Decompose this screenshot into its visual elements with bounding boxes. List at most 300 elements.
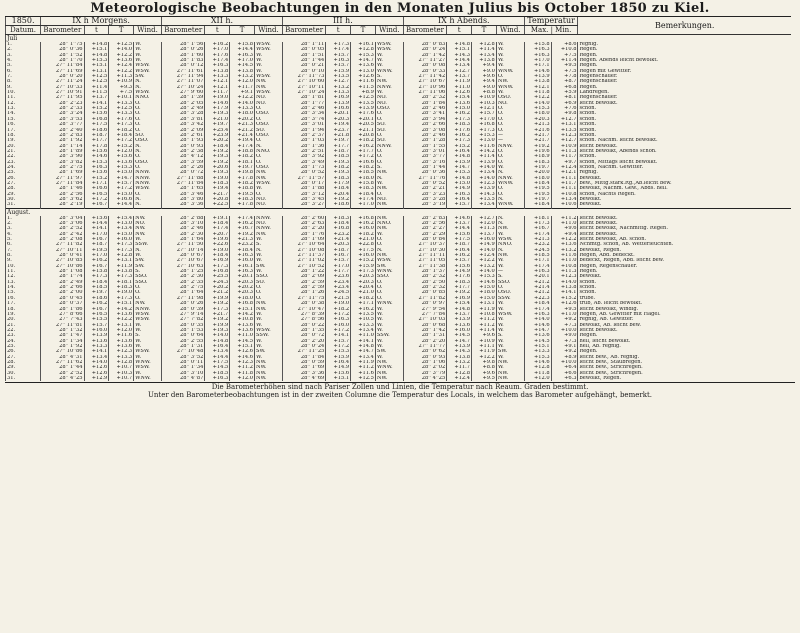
- barometer-cell: 28'' 2''59: [282, 280, 325, 285]
- T-cell: +20.2: [230, 117, 255, 122]
- t-cell: +14.1: [84, 349, 109, 354]
- wind-cell: O.: [496, 128, 524, 133]
- wind-cell: WSW.: [375, 42, 403, 47]
- remark-cell: schön, Nachts Regen.: [578, 192, 791, 197]
- t-cell: +19.7: [205, 122, 230, 127]
- wind-cell: W.: [255, 339, 283, 344]
- T-cell: +16.8: [351, 216, 376, 221]
- barometer-cell: 27'' 11''11: [403, 253, 446, 258]
- barometer-cell: 27'' 11''07: [162, 79, 205, 84]
- t-cell: +13.9: [447, 317, 472, 322]
- remark-cell: Landregen.: [578, 90, 791, 95]
- temp-min-cell: +11.2: [551, 216, 578, 221]
- wind-cell: W.: [255, 317, 283, 322]
- wind-cell: SW.: [134, 264, 162, 269]
- barometer-cell: 28'' 2''20: [403, 339, 446, 344]
- T-cell: +13.5: [351, 312, 376, 317]
- remark-cell: Regen.: [578, 53, 791, 58]
- barometer-cell: 27'' 11''82: [403, 296, 446, 301]
- wind-cell: O.: [255, 296, 283, 301]
- t-cell: +16.4: [205, 344, 230, 349]
- wind-cell: O.: [134, 192, 162, 197]
- wind-cell: SW.: [134, 258, 162, 263]
- temp-max-cell: +13.6: [524, 333, 551, 338]
- t-cell: +16.0: [84, 328, 109, 333]
- month-label: August.: [6, 208, 792, 216]
- t-cell: +18.5: [84, 285, 109, 290]
- wind-cell: NW.: [375, 376, 403, 381]
- T-cell: +20.3: [230, 290, 255, 295]
- wind-cell: NW.: [496, 226, 524, 231]
- T-cell: +17.0: [351, 202, 376, 208]
- T-cell: +11.2: [472, 317, 497, 322]
- T-cell: +14.0: [472, 165, 497, 170]
- page-title: Meteorologische Beobachtungen in den Monaten Julius bis October 1850 zu Kiel.: [90, 2, 710, 16]
- T-cell: +18.8: [230, 186, 255, 191]
- T-cell: +20.5: [351, 122, 376, 127]
- barometer-cell: 28'' 2''75: [162, 285, 205, 290]
- t-cell: +18.6: [84, 128, 109, 133]
- temp-max-cell: +23.2: [524, 242, 551, 247]
- wind-cell: O.: [375, 290, 403, 295]
- barometer-cell: 28'' 2''88: [162, 216, 205, 221]
- barometer-cell: 27'' 11''57: [282, 176, 325, 181]
- t-cell: +14.4: [447, 226, 472, 231]
- T-cell: +12.2: [472, 355, 497, 360]
- wind-cell: S.: [375, 74, 403, 79]
- t-cell: +16.2: [447, 111, 472, 116]
- T-cell: +18.0: [230, 296, 255, 301]
- wind-cell: N.: [134, 248, 162, 253]
- T-cell: +17.1: [351, 301, 376, 306]
- barometer-cell: 28'' 4''12: [162, 154, 205, 159]
- barometer-cell: 28'' 1''11: [282, 42, 325, 47]
- t-cell: +19.3: [205, 111, 230, 116]
- temp-min-cell: +10.0: [551, 328, 578, 333]
- t-cell: +19.6: [205, 237, 230, 242]
- barometer-cell: 28'' 2''83: [403, 216, 446, 221]
- wind-cell: W.: [496, 301, 524, 306]
- temp-max-cell: +15.3: [524, 355, 551, 360]
- day-cell: 2.: [6, 47, 41, 52]
- barometer-cell: 28'' 1''81: [282, 95, 325, 100]
- temp-max-cell: +14.0: [524, 101, 551, 106]
- t-cell: +13.9: [84, 333, 109, 338]
- T-cell: +18.1: [109, 280, 134, 285]
- day-cell: 29.: [6, 365, 41, 370]
- t-cell: +15.5: [84, 317, 109, 322]
- temp-max-cell: +18.3: [524, 160, 551, 165]
- T-cell: +13.7: [472, 232, 497, 237]
- day-cell: 8.: [6, 79, 41, 84]
- barometer-cell: 28'' 0''26: [162, 301, 205, 306]
- wind-cell: W.: [255, 344, 283, 349]
- t-cell: +13.4: [205, 349, 230, 354]
- temp-min-cell: +11.0: [551, 258, 578, 263]
- temp-max-cell: +16.3: [524, 269, 551, 274]
- wind-cell: W.: [134, 237, 162, 242]
- t-cell: +13.1: [84, 69, 109, 74]
- wind-cell: W.: [375, 339, 403, 344]
- wind-cell: W.: [496, 328, 524, 333]
- t-cell: +18.3: [447, 280, 472, 285]
- t-cell: +14.4: [84, 221, 109, 226]
- barometer-cell: 28'' 2''09: [282, 274, 325, 279]
- day-cell: 4.: [6, 58, 41, 63]
- temp-min-cell: +9.6: [551, 226, 578, 231]
- wind-cell: WNW.: [375, 301, 403, 306]
- T-cell: +9.8: [472, 360, 497, 365]
- t-cell: +21.2: [205, 290, 230, 295]
- temp-max-cell: +20.0: [524, 170, 551, 175]
- T-cell: +16.8: [472, 122, 497, 127]
- barometer-cell: 28'' 0''39: [162, 307, 205, 312]
- t-cell: +15.1: [84, 63, 109, 68]
- t-cell: +15.3: [447, 170, 472, 175]
- barometer-cell: 28'' 3''53: [41, 117, 84, 122]
- temp-max-cell: +21.4: [524, 285, 551, 290]
- temp-max-cell: +12.0: [524, 376, 551, 381]
- T-cell: +10.7: [109, 376, 134, 381]
- T-cell: +14.9: [472, 242, 497, 247]
- temp-max-cell: +18.0: [524, 111, 551, 116]
- remark-cell: bewölkt.: [578, 202, 791, 208]
- barometer-cell: 27'' 10''11: [41, 248, 84, 253]
- remark-cell: leicht bew., Ab. regnig.: [578, 355, 791, 360]
- temp-max-cell: +19.5: [524, 192, 551, 197]
- t-cell: +23.4: [326, 280, 351, 285]
- barometer-cell: 27'' 10''64: [282, 242, 325, 247]
- wind-cell: N.: [134, 197, 162, 202]
- wind-cell: W.: [134, 53, 162, 58]
- t-cell: +12.1: [205, 79, 230, 84]
- wind-cell: O.: [375, 242, 403, 247]
- wind-cell: NW.: [375, 170, 403, 175]
- t-cell: +19.7: [84, 290, 109, 295]
- T-cell: +20.1: [230, 274, 255, 279]
- T-cell: +13.2: [472, 264, 497, 269]
- T-cell: +15.1: [109, 301, 134, 306]
- wind-cell: NW.: [255, 79, 283, 84]
- t-cell: +15.9: [326, 69, 351, 74]
- temp-min-cell: +6.4: [551, 365, 578, 370]
- barometer-cell: 28'' 1''69: [41, 170, 84, 175]
- temp-min-cell: +13.4: [551, 197, 578, 202]
- barometer-cell: 27'' 10''14: [162, 248, 205, 253]
- wind-cell: NNW.: [134, 181, 162, 186]
- wind-cell: SSW.: [255, 333, 283, 338]
- wind-cell: WSW.: [134, 317, 162, 322]
- t-cell: +16.0: [326, 323, 351, 328]
- t-cell: +17.0: [84, 232, 109, 237]
- remark-cell: Regen.: [578, 349, 791, 354]
- remark-cell: bewölkt.: [578, 176, 791, 181]
- T-cell: +20.2: [230, 285, 255, 290]
- t-cell: +16.8: [326, 226, 351, 231]
- t-cell: +13.8: [447, 355, 472, 360]
- barometer-cell: 28'' 3''06: [41, 221, 84, 226]
- t-cell: +23.6: [326, 274, 351, 279]
- wind-cell: W.: [134, 371, 162, 376]
- remark-cell: leicht bewölkt, Abends schön.: [578, 149, 791, 154]
- wind-cell: NNO.: [255, 149, 283, 154]
- barometer-cell: 27'' 10''33: [41, 85, 84, 90]
- temp-max-cell: +18.4: [524, 301, 551, 306]
- wind-cell: O.: [375, 117, 403, 122]
- wind-cell: OSO.: [255, 122, 283, 127]
- t-cell: +16.3: [326, 317, 351, 322]
- T-cell: +15.7: [109, 181, 134, 186]
- remark-cell: Regen.: [578, 333, 791, 338]
- T-cell: +12.7: [472, 216, 497, 221]
- T-cell: +13.5: [351, 101, 376, 106]
- remark-cell: bewölkt, Regen.: [578, 248, 791, 253]
- t-cell: +16.2: [84, 258, 109, 263]
- day-cell: 8.: [6, 253, 41, 258]
- T-cell: +17.4: [351, 197, 376, 202]
- T-cell: +13.6: [109, 312, 134, 317]
- T-cell: +13.8: [472, 58, 497, 63]
- T-cell: +13.8: [230, 69, 255, 74]
- t-cell: +13.6: [447, 101, 472, 106]
- wind-cell: SSW.: [134, 242, 162, 247]
- wind-cell: NO.: [496, 101, 524, 106]
- temp-max-cell: +16.3: [524, 53, 551, 58]
- T-cell: +14.4: [109, 202, 134, 208]
- t-cell: +18.6: [326, 202, 351, 208]
- T-cell: +15.0: [109, 170, 134, 175]
- T-cell: +14.1: [351, 339, 376, 344]
- T-cell: +13.6: [109, 344, 134, 349]
- T-cell: +11.7: [230, 85, 255, 90]
- barometer-cell: 28'' 3''36: [162, 202, 205, 208]
- wind-cell: W.: [134, 253, 162, 258]
- remark-cell: bewölkt.: [578, 274, 791, 279]
- t-cell: +25.4: [205, 128, 230, 133]
- wind-cell: W.: [375, 323, 403, 328]
- t-cell: +13.9: [326, 101, 351, 106]
- T-cell: +17.8: [230, 202, 255, 208]
- wind-cell: W.: [496, 58, 524, 63]
- wind-cell: W.: [375, 307, 403, 312]
- t-cell: +17.7: [326, 144, 351, 149]
- day-cell: 24.: [6, 165, 41, 170]
- T-cell: +16.1: [351, 42, 376, 47]
- T-cell: +10.9: [109, 79, 134, 84]
- day-cell: 11.: [6, 95, 41, 100]
- T-cell: +16.2: [230, 221, 255, 226]
- day-cell: 4.: [6, 232, 41, 237]
- t-cell: +13.4: [84, 355, 109, 360]
- t-cell: +20.2: [205, 285, 230, 290]
- remark-cell: schön.: [578, 280, 791, 285]
- wind-cell: SSO.: [496, 280, 524, 285]
- t-cell: +19.0: [326, 301, 351, 306]
- t-cell: +12.5: [84, 74, 109, 79]
- T-cell: +13.4: [472, 53, 497, 58]
- barometer-cell: 28'' 2''08: [41, 237, 84, 242]
- col-wind: Wind.: [134, 26, 162, 35]
- T-cell: +11.2: [472, 323, 497, 328]
- day-cell: 18.: [6, 133, 41, 138]
- barometer-cell: 28'' 1''44: [403, 165, 446, 170]
- temp-max-cell: +21.7: [524, 133, 551, 138]
- T-cell: +13.2: [230, 74, 255, 79]
- temp-max-cell: +21.6: [524, 128, 551, 133]
- T-cell: +14.6: [230, 355, 255, 360]
- t-cell: +18.4: [326, 186, 351, 191]
- T-cell: +12.2: [109, 53, 134, 58]
- barometer-cell: 28'' 4''69: [282, 376, 325, 381]
- t-cell: +17.5: [447, 237, 472, 242]
- T-cell: +13.4: [109, 226, 134, 231]
- barometer-cell: 28'' 0''45: [41, 296, 84, 301]
- t-cell: +21.0: [205, 117, 230, 122]
- wind-cell: S.: [134, 269, 162, 274]
- barometer-cell: 28'' 1''26: [282, 290, 325, 295]
- barometer-cell: 27'' 11''88: [162, 176, 205, 181]
- T-cell: +12.2: [472, 258, 497, 263]
- t-cell: +15.7: [84, 323, 109, 328]
- barometer-cell: 28'' 4''25: [403, 376, 446, 381]
- remark-cell: Regenschauer.: [578, 95, 791, 100]
- T-cell: +16.3: [230, 53, 255, 58]
- wind-cell: WSW.: [134, 365, 162, 370]
- barometer-cell: 28'' 3''82: [41, 160, 84, 165]
- T-cell: +9.3: [109, 85, 134, 90]
- temp-min-cell: +8.6: [551, 42, 578, 47]
- barometer-cell: 27'' 10''03: [403, 317, 446, 322]
- T-cell: +14.0: [230, 101, 255, 106]
- T-cell: +13.0: [472, 138, 497, 143]
- t-cell: +21.4: [326, 237, 351, 242]
- temp-min-cell: +10.8: [551, 192, 578, 197]
- remark-cell: Regen, Abd. bedeckt.: [578, 253, 791, 258]
- temp-max-cell: +16.3: [524, 312, 551, 317]
- wind-cell: W.: [255, 186, 283, 191]
- T-cell: +22.8: [351, 242, 376, 247]
- barometer-cell: 28'' 0''21: [282, 63, 325, 68]
- day-cell: 29.: [6, 192, 41, 197]
- T-cell: +15.6: [109, 154, 134, 159]
- barometer-cell: 28'' 4''31: [41, 355, 84, 360]
- t-cell: +19.9: [205, 296, 230, 301]
- T-cell: +18.4: [109, 133, 134, 138]
- t-cell: +12.4: [447, 376, 472, 381]
- barometer-cell: 28'' 0''93: [403, 355, 446, 360]
- temp-max-cell: +14.6: [524, 69, 551, 74]
- col-T: T: [230, 26, 255, 35]
- barometer-cell: 28'' 0''83: [403, 42, 446, 47]
- barometer-cell: 28'' 2''55: [162, 339, 205, 344]
- T-cell: +16.6: [109, 197, 134, 202]
- t-cell: +15.2: [84, 176, 109, 181]
- barometer-cell: 28'' 2''40: [41, 128, 84, 133]
- wind-cell: NNW.: [134, 176, 162, 181]
- barometer-cell: 28'' 2''37: [282, 133, 325, 138]
- wind-cell: WNW.: [134, 360, 162, 365]
- day-cell: 14.: [6, 285, 41, 290]
- t-cell: +17.6: [447, 128, 472, 133]
- temp-max-cell: +20.1: [524, 274, 551, 279]
- wind-cell: OSO.: [134, 160, 162, 165]
- temp-max-cell: +13.3: [524, 349, 551, 354]
- T-cell: +14.2: [109, 307, 134, 312]
- t-cell: +17.0: [84, 253, 109, 258]
- day-cell: 2.: [6, 221, 41, 226]
- T-cell: +18.3: [109, 285, 134, 290]
- day-cell: 6.: [6, 69, 41, 74]
- barometer-cell: 28'' 2''66: [403, 122, 446, 127]
- barometer-cell: 28'' 3''90: [41, 154, 84, 159]
- barometer-cell: 28'' 3''62: [41, 197, 84, 202]
- t-cell: +16.3: [205, 376, 230, 381]
- temp-max-cell: +22.3: [524, 296, 551, 301]
- barometer-cell: 27'' 11''84: [41, 181, 84, 186]
- wind-cell: W.: [496, 165, 524, 170]
- wind-cell: NW.: [255, 371, 283, 376]
- table-row: [6, 376, 792, 381]
- t-cell: +14.0: [84, 360, 109, 365]
- wind-cell: O.: [496, 111, 524, 116]
- wind-cell: —: [496, 133, 524, 138]
- t-cell: +18.4: [84, 280, 109, 285]
- T-cell: +20.3: [230, 280, 255, 285]
- T-cell: +15.0: [109, 192, 134, 197]
- T-cell: +13.6: [230, 323, 255, 328]
- T-cell: +13.1: [472, 301, 497, 306]
- T-cell: +8.8: [472, 365, 497, 370]
- t-cell: +17.2: [326, 344, 351, 349]
- barometer-cell: 28'' 0''24: [282, 344, 325, 349]
- wind-cell: N.: [496, 248, 524, 253]
- T-cell: +16.7: [230, 226, 255, 231]
- t-cell: +17.6: [447, 274, 472, 279]
- wind-cell: NW.: [375, 253, 403, 258]
- barometer-cell: 28'' 3''49: [282, 160, 325, 165]
- T-cell: +11.3: [109, 74, 134, 79]
- barometer-cell: 27'' 9''14: [162, 312, 205, 317]
- T-cell: +21.3: [230, 122, 255, 127]
- col-max-min: Max. | Min.: [524, 26, 578, 35]
- T-cell: +10.8: [472, 312, 497, 317]
- wind-cell: O.: [134, 101, 162, 106]
- day-cell: 11.: [6, 269, 41, 274]
- wind-cell: NW.: [134, 301, 162, 306]
- temp-min-cell: +10.8: [551, 264, 578, 269]
- wind-cell: WSW.: [255, 47, 283, 52]
- T-cell: +10.9: [472, 95, 497, 100]
- barometer-cell: 28'' 2''42: [41, 232, 84, 237]
- barometer-cell: 28'' 1''89: [41, 149, 84, 154]
- T-cell: +17.2: [351, 154, 376, 159]
- temp-max-cell: +24.5: [524, 248, 551, 253]
- T-cell: +17.3: [472, 128, 497, 133]
- temp-min-cell: +9.0: [551, 333, 578, 338]
- T-cell: +12.0: [472, 221, 497, 226]
- barometer-cell: 28'' 2''46: [403, 133, 446, 138]
- T-cell: +13.3: [109, 111, 134, 116]
- T-cell: +18.0: [230, 111, 255, 116]
- wind-cell: SSO.: [134, 274, 162, 279]
- temp-max-cell: +17.0: [524, 58, 551, 63]
- footnote-line-2: Unter den Barometerbeobachtungen ist in der zweiten Columne die Temperatur des Locals, in welchem das Barometer aufgehängt, bemerkt.: [148, 391, 652, 400]
- wind-cell: O.: [255, 154, 283, 159]
- t-cell: +15.0: [447, 106, 472, 111]
- day-cell: 1.: [6, 42, 41, 47]
- t-cell: +16.7: [84, 307, 109, 312]
- barometer-cell: 28'' 3''01: [282, 122, 325, 127]
